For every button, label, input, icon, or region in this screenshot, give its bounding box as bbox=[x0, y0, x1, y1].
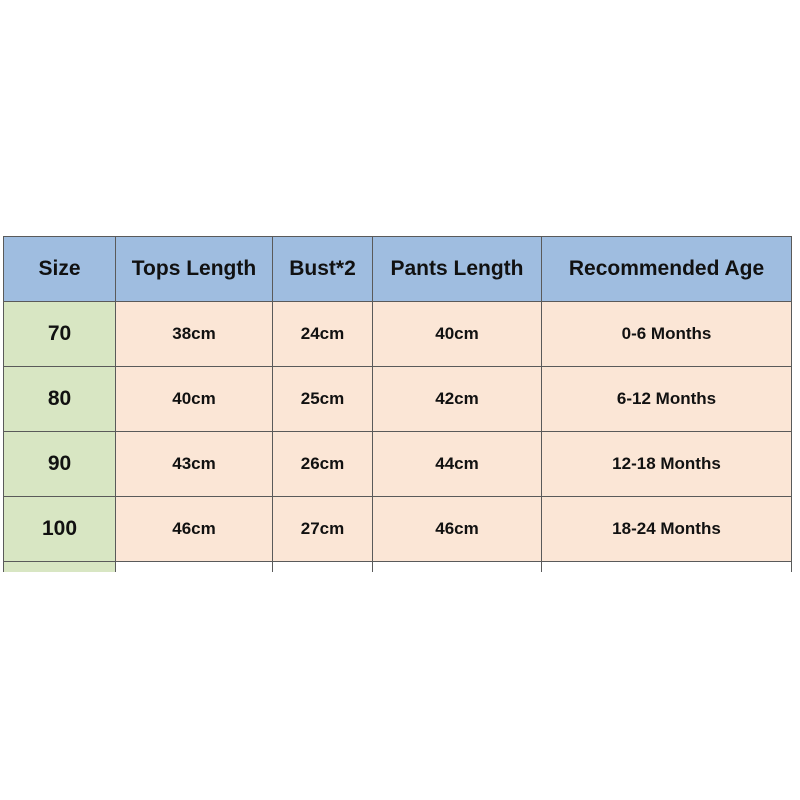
header-size: Size bbox=[4, 237, 116, 302]
size-cell bbox=[4, 562, 116, 573]
tops-length-cell: 40cm bbox=[116, 367, 273, 432]
tops-length-cell: 46cm bbox=[116, 497, 273, 562]
table-row bbox=[4, 432, 792, 497]
pants-length-cell: 42cm bbox=[373, 367, 542, 432]
bust-cell: 27cm bbox=[273, 497, 373, 562]
tops-length-cell bbox=[116, 562, 273, 573]
age-cell: 18-24 Months bbox=[542, 497, 792, 562]
age-cell: 0-6 Months bbox=[542, 302, 792, 367]
pants-length-cell: 44cm bbox=[373, 432, 542, 497]
pants-length-cell: 46cm bbox=[373, 497, 542, 562]
bust-cell: 26cm bbox=[273, 432, 373, 497]
tops-length-cell: 43cm bbox=[116, 432, 273, 497]
tops-length-cell: 38cm bbox=[116, 302, 273, 367]
size-cell: 90 bbox=[4, 432, 116, 497]
age-cell: 6-12 Months bbox=[542, 367, 792, 432]
pants-length-cell bbox=[373, 562, 542, 573]
age-cell: 12-18 Months bbox=[542, 432, 792, 497]
bust-cell: 24cm bbox=[273, 302, 373, 367]
size-cell: 70 bbox=[4, 302, 116, 367]
table-row bbox=[4, 302, 792, 367]
size-cell: 100 bbox=[4, 497, 116, 562]
bust-cell bbox=[273, 562, 373, 573]
header-bust: Bust*2 bbox=[273, 237, 373, 302]
size-cell: 80 bbox=[4, 367, 116, 432]
header-tops-length: Tops Length bbox=[116, 237, 273, 302]
size-chart-table bbox=[3, 236, 792, 572]
bust-cell: 25cm bbox=[273, 367, 373, 432]
table-row bbox=[4, 497, 792, 562]
pants-length-cell: 40cm bbox=[373, 302, 542, 367]
header-pants-length: Pants Length bbox=[373, 237, 542, 302]
table-row bbox=[4, 367, 792, 432]
header-recommended-age: Recommended Age bbox=[542, 237, 792, 302]
age-cell bbox=[542, 562, 792, 573]
table-header-row bbox=[4, 237, 792, 302]
table-row-cropped bbox=[4, 562, 792, 573]
